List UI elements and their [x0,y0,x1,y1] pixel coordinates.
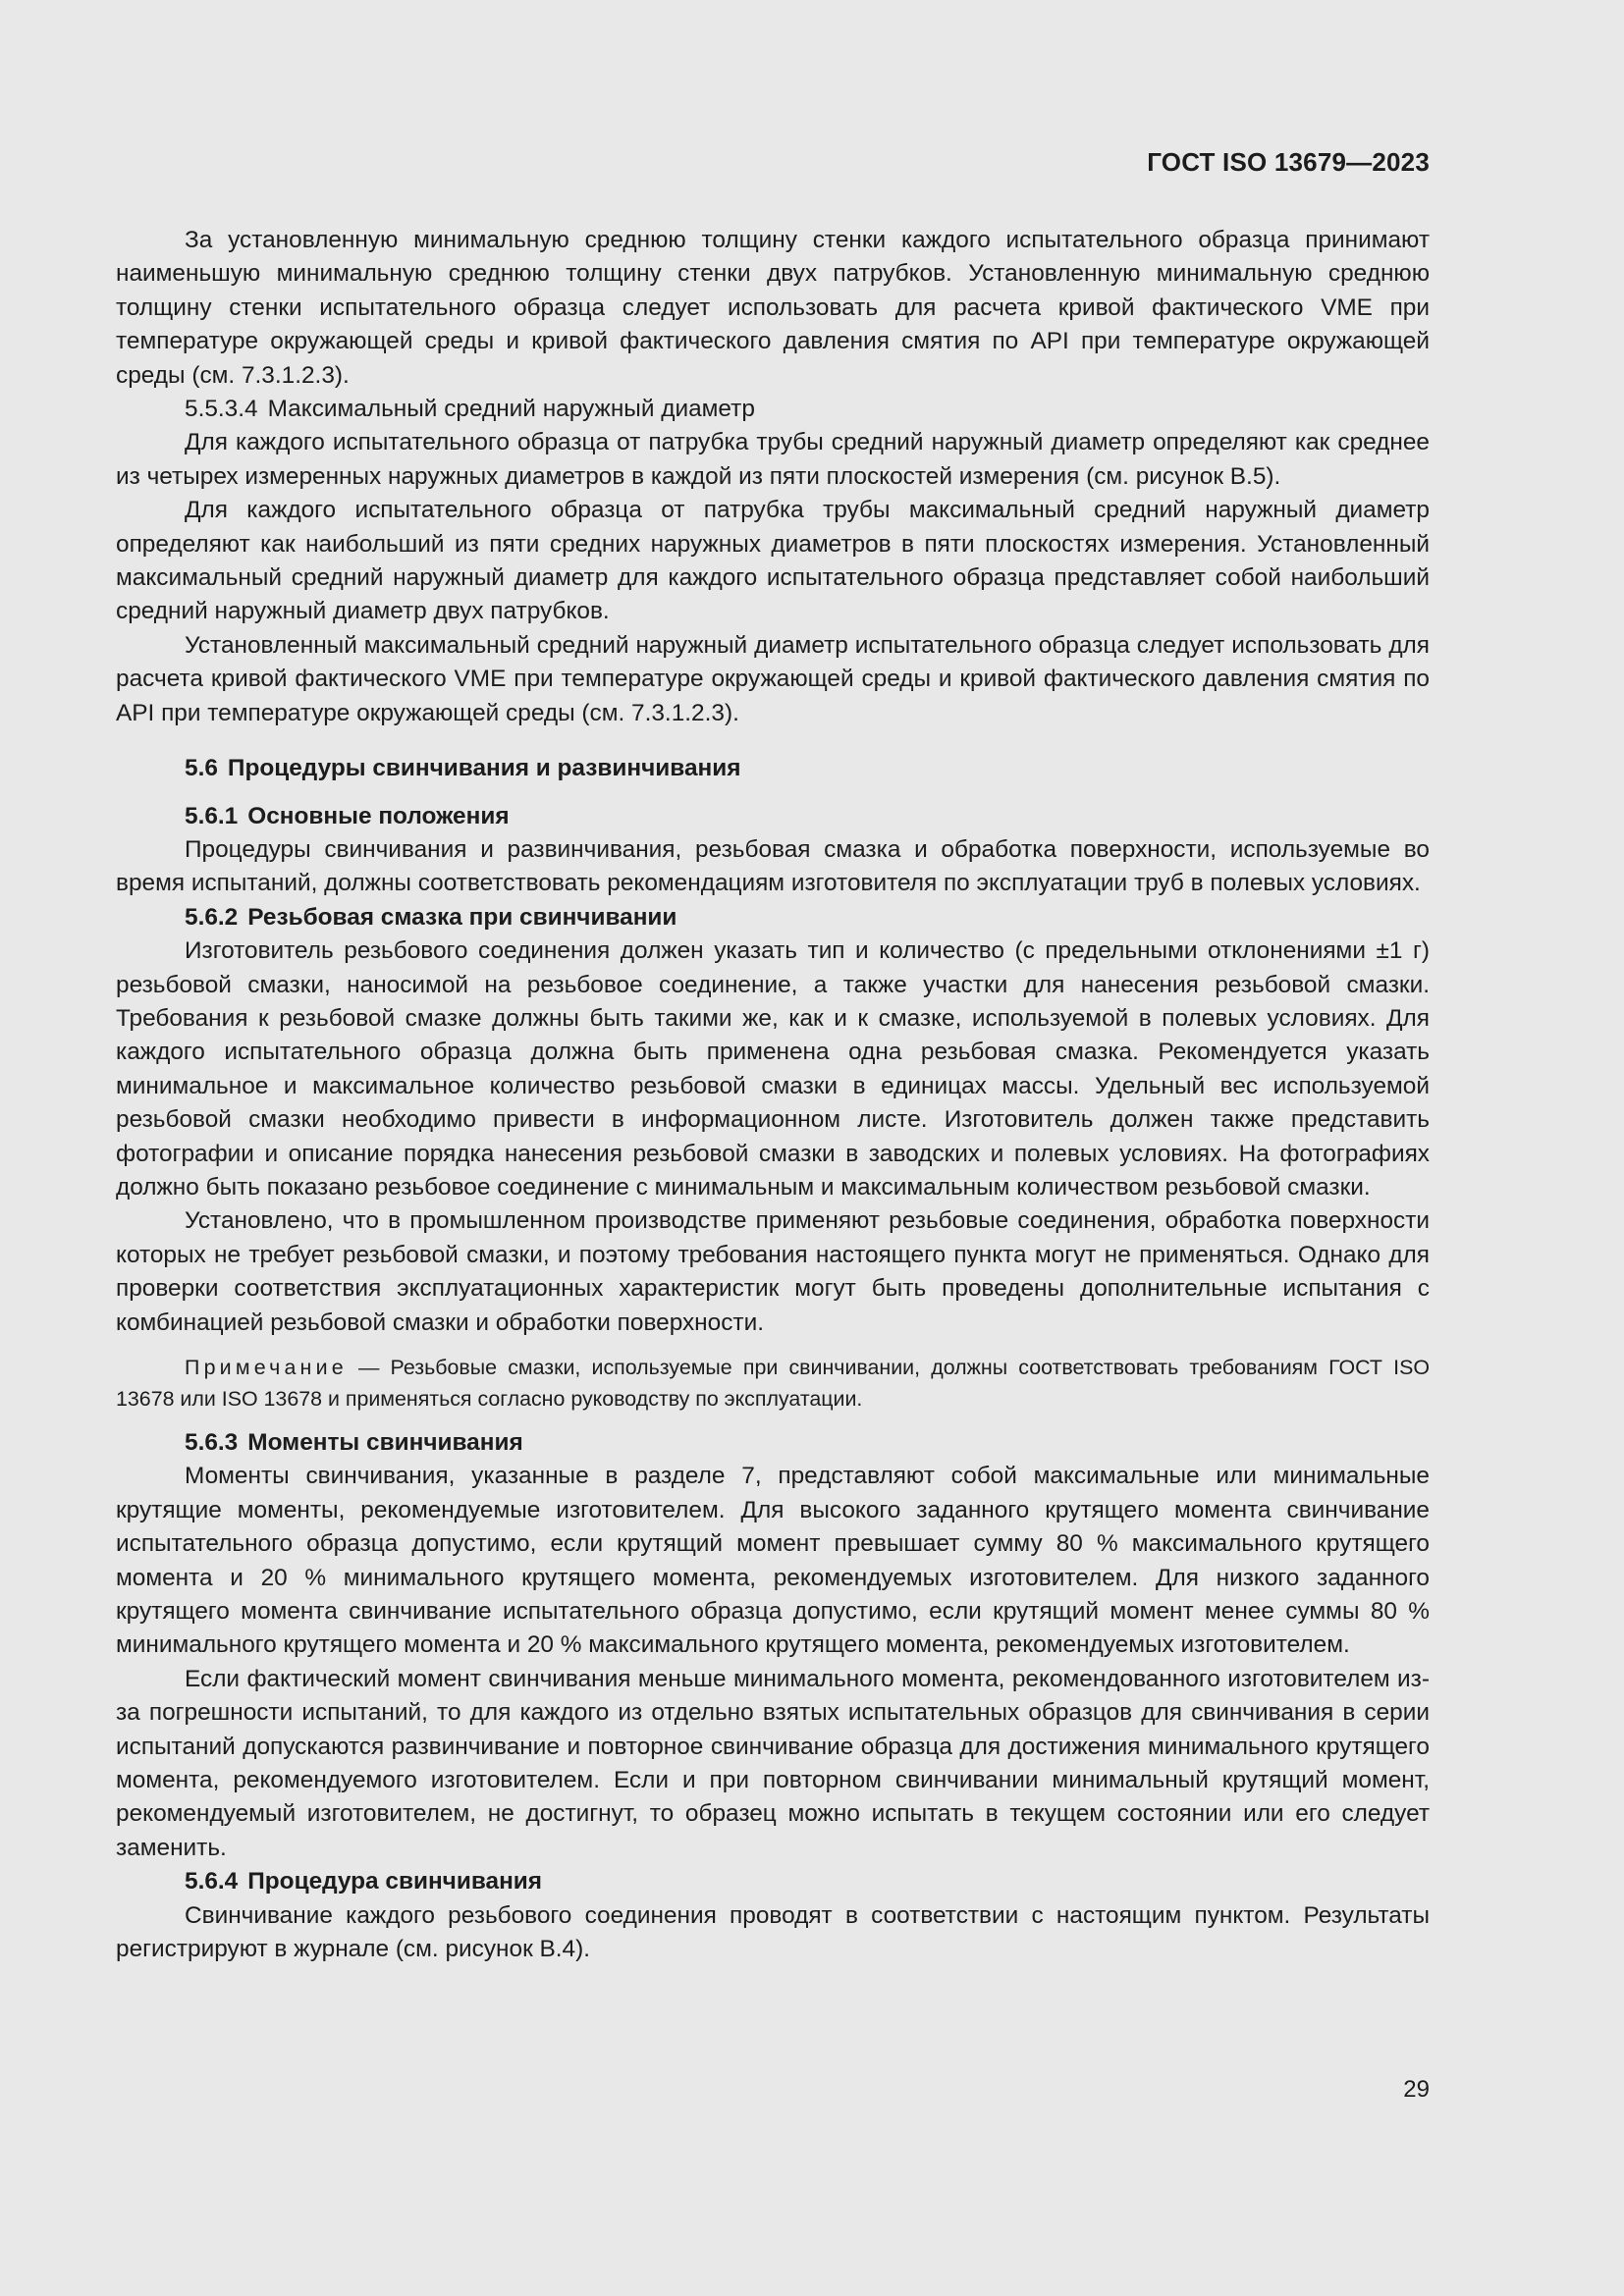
note-text: — Резьбовые смазки, используемые при свинчивании, должны соответствовать требованиям ГОСТ ISO 13678 или ISO 13678 и применяться согласно руководству по эксплуатации. [116,1356,1430,1411]
subsection-number: 5.5.3.4 [185,396,258,423]
section-5-6-4-heading [116,1865,1430,1898]
standard-header: ГОСТ ISO 13679—2023 [1147,147,1430,177]
note-label: Примечание [185,1356,348,1379]
section-number: 5.6.2 [185,903,239,931]
section-number: 5.6.4 [185,1868,239,1896]
section-number: 5.6.1 [185,802,239,829]
paragraph-max-mean-od: Для каждого испытательного образца от патрубка трубы максимальный средний наружный диаметр определяют как наибольший из пяти средних наружных диаметров в пяти плоскостях измерения. Установленный максимальный средний наружный диаметр для каждого испытательного образца представляет собой наибольший средний наружный диаметр двух патрубков. [116,497,1430,625]
section-title: Основные положения [247,802,510,829]
section-5-6-2-heading [116,901,1430,934]
paragraph-thread-compound: Изготовитель резьбового соединения должен указать тип и количество (с предельными отклонениями ±1 г) резьбовой смазки, наносимой на резьбовое соединение, а также участки для нанесения резьбовой смазки. Требования к резьбовой смазке должны быть такими же, как и к смазке, используемой в полевых условиях. Для каждого испытательного образца должна быть применена одна резьбовая смазка. Рекомендуется указать минимальное и максимальное количество резьбовой смазки в единицах массы. Удельный вес используемой резьбовой смазки необходимо привести в информационном листе. Изготовитель должен также представить фотографии и описание порядка нанесения резьбовой смазки в заводских и полевых условиях. На фотографиях должно быть показано резьбовое соединение с минимальным и максимальным количеством резьбовой смазки. [116,937,1430,1201]
paragraph-mean-od: Для каждого испытательного образца от патрубка трубы средний наружный диаметр определяют как среднее из четырех измеренных наружных диаметров в каждой из пяти плоскостей измерения (см. рисунок В.5). [116,429,1430,490]
section-title: Резьбовая смазка при свинчивании [247,903,677,931]
section-title: Процедура свинчивания [247,1868,543,1896]
paragraph-torque-remakeup: Если фактический момент свинчивания меньше минимального момента, рекомендованного изготовителем из-за погрешности испытаний, то для каждого из отдельно взятых испытательных образцов для свинчивания в серии испытаний допускаются развинчивание и повторное свинчивание образца для достижения минимального крутящего момента, рекомендуемого изготовителем. Если и при повторном свинчивании минимальный крутящий момент, рекомендуемый изготовителем, не достигнут, то образец можно испытать в текущем состоянии или его следует заменить. [116,1665,1430,1861]
section-5-6-heading [116,752,1430,785]
paragraph-max-mean-od-usage: Установленный максимальный средний наружный диаметр испытательного образца следует использовать для расчета кривой фактического VME при температуре окружающей среды и кривой фактического давления смятия по API при температуре окружающей среды (см. 7.3.1.2.3). [116,631,1430,726]
paragraph-general-provisions: Процедуры свинчивания и развинчивания, резьбовая смазка и обработка поверхности, используемые во время испытаний, должны соответствовать рекомендациям изготовителя по эксплуатации труб в полевых условиях. [116,835,1430,897]
section-number: 5.6 [185,755,218,782]
paragraph-makeup-procedure: Свинчивание каждого резьбового соединения проводят в соответствии с настоящим пунктом. Результаты регистрируют в журнале (см. рисунок В.4). [116,1901,1430,1963]
subsection-5-5-3-4 [116,393,1430,426]
section-title: Процедуры свинчивания и развинчивания [227,755,741,782]
page-number: 29 [1403,2076,1430,2103]
note [116,1352,1430,1415]
section-5-6-3-heading [116,1426,1430,1460]
paragraph-dope-free: Установлено, что в промышленном производстве применяют резьбовые соединения, обработка поверхности которых не требует резьбовой смазки, и поэтому требования настоящего пункта могут не применяться. Однако для проверки соответствия эксплуатационных характеристик могут быть проведены дополнительные испытания с комбинацией резьбовой смазки и обработки поверхности. [116,1207,1430,1336]
section-number: 5.6.3 [185,1429,239,1456]
section-5-6-1-heading [116,800,1430,833]
subsection-title: Максимальный средний наружный диаметр [267,396,755,423]
paragraph-min-wall-thickness: За установленную минимальную среднюю толщину стенки каждого испытательного образца принимают наименьшую минимальную среднюю толщину стенки двух патрубков. Установленную минимальную среднюю толщину стенки испытательного образца следует использовать для расчета кривой фактического VME при температуре окружающей среды и кривой фактического давления смятия по API при температуре окружающей среды (см. 7.3.1.2.3). [116,227,1430,389]
document-body [116,224,1430,1967]
paragraph-makeup-torques: Моменты свинчивания, указанные в разделе 7, представляют собой максимальные или минимальные крутящие моменты, рекомендуемые изготовителем. Для высокого заданного крутящего момента свинчивание испытательного образца допустимо, если крутящий момент превышает сумму 80 % максимального крутящего момента и 20 % минимального крутящего момента, рекомендуемых изготовителем. Для низкого заданного крутящего момента свинчивание испытательного образца допустимо, если крутящий момент менее суммы 80 % минимального крутящего момента и 20 % максимального крутящего момента, рекомендуемых изготовителем. [116,1463,1430,1659]
section-title: Моменты свинчивания [247,1429,523,1456]
